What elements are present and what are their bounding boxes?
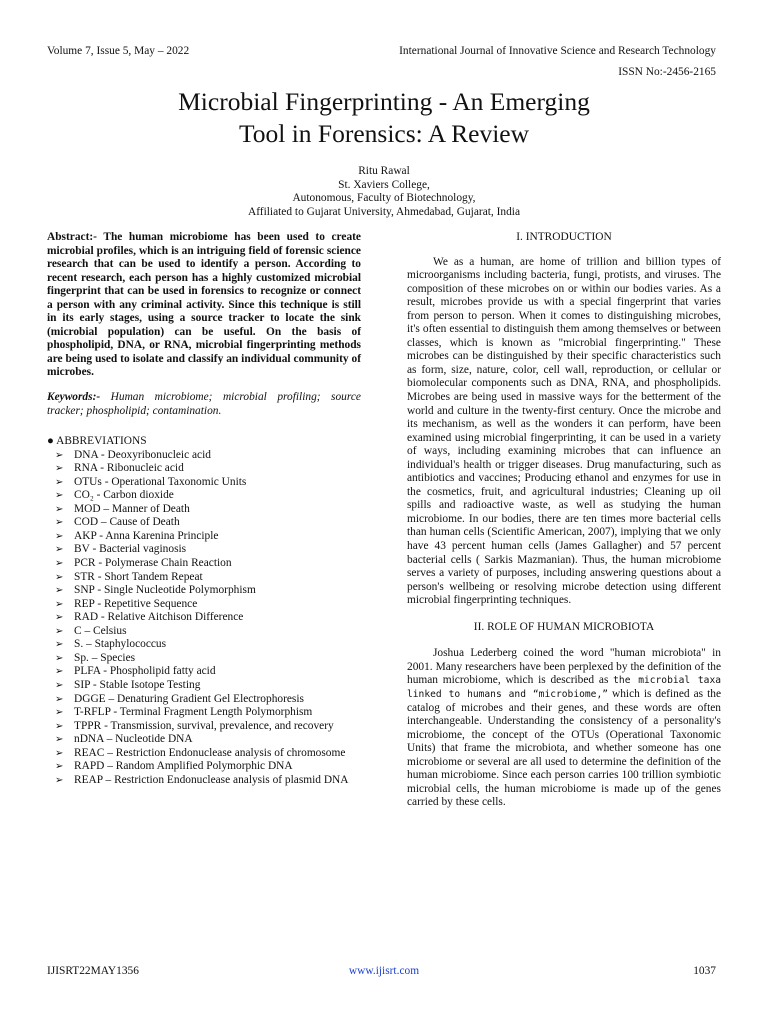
arrow-bullet-icon: ➢ — [55, 558, 64, 570]
abstract: Abstract:- The human microbiome has been used to create microbial profiles, which is an intriguing field of forensic science research that can be used to identify a person. According to recent research, each person has a highly customized microbial fingerprint that can be used in forensics to recognize or connect a person with any criminal activity. Since this technique is still in its early stages, using a source tracker to locate the sink (microbial population) can be useful. On the basis of phospholipid, DNA, or RNA, microbial fingerprinting methods are being used to isolate and classify an individual community of microbes. — [47, 231, 361, 379]
introduction-paragraph: We as a human, are home of trillion and billion types of microorganisms including bacteria, fungi, protists, and viruses. The composition of these microbes on or within our bodies varies. As a result, microbes provide us with a special fingerprint that varies from person to person. When it comes to distinguishing microbes, it's often essential to distinguish them among themselves or between classes, which is known as "microbial fingerprinting." These microbes can be distinguished by their specific characteristics such as form, size, nature, color, cell wall, reproduction, or cellular or biomolecular components such as DNA, RNA, and phospholipids. Microbes are being used in massive ways for the betterment of the world and culture in the twenty-first century. Once the microbe and its mechanism, as well as the wonders it can perform, have been examined using microbial fingerprinting, it can be used in a variety of ways, including examining microbes that can influence an individual's health or trigger diseases. Drug manufacturing, such as antibiotics and vaccines; Producing ethanol and enzymes for use in the cosmetics, fruit, and agricultural industries; Cleaning up oil spills and radioactive waste, as well as studying the human microbiome. In our bodies, there are ten times more bacterial cells than human cells (Scientific American, 2007), implying that we only have 43 percent human cells (James Gallagher) and 57 percent bacterial cells ( Sarkis Mazmanian). Thus, the human microbiome serves a variety of purposes, including answering questions about a person's wellbeing or resolving microbe detection using different microbial fingerprinting techniques. — [407, 255, 721, 607]
arrow-bullet-icon: ➢ — [55, 666, 64, 678]
right-column — [407, 231, 721, 810]
abbreviation-item — [47, 652, 361, 666]
title-line-1: Microbial Fingerprinting - An Emerging — [178, 87, 590, 116]
abbreviation-text: T-RFLP - Terminal Fragment Length Polymorphism — [74, 706, 313, 719]
left-column — [47, 231, 361, 787]
section-heading-introduction: I. INTRODUCTION — [516, 231, 612, 243]
abbreviation-item — [47, 530, 361, 544]
arrow-bullet-icon: ➢ — [55, 652, 64, 664]
author-affiliation: Affiliated to Gujarat University, Ahmedabad, Gujarat, India — [247, 205, 521, 218]
abbreviation-item — [47, 774, 361, 788]
arrow-bullet-icon: ➢ — [55, 693, 64, 705]
abbreviation-text: RAD - Relative Aitchison Difference — [74, 611, 244, 624]
footer-paper-id: IJISRT22MAY1356 — [47, 965, 139, 977]
arrow-bullet-icon: ➢ — [55, 503, 64, 515]
arrow-bullet-icon: ➢ — [55, 449, 64, 461]
abbreviation-item — [47, 665, 361, 679]
abbreviation-text: BV - Bacterial vaginosis — [74, 543, 187, 556]
abbreviation-item — [47, 476, 361, 490]
header-volume: Volume 7, Issue 5, May – 2022 — [47, 45, 190, 57]
abbreviation-text: CO₂ - Carbon dioxide — [74, 489, 174, 502]
arrow-bullet-icon: ➢ — [55, 598, 64, 610]
abbreviation-item — [47, 584, 361, 598]
arrow-bullet-icon: ➢ — [55, 679, 64, 691]
title-line-2: Tool in Forensics: A Review — [238, 119, 530, 148]
abbreviation-text: nDNA – Nucleotide DNA — [74, 733, 193, 746]
abbreviation-text: OTUs - Operational Taxonomic Units — [74, 475, 247, 488]
abbreviation-text: S. – Staphylococcus — [74, 638, 167, 651]
abbreviation-text: RNA - Ribonucleic acid — [74, 462, 184, 475]
arrow-bullet-icon: ➢ — [55, 761, 64, 773]
abbreviation-text: REAC – Restriction Endonuclease analysis of chromosome — [74, 746, 346, 759]
abbreviation-item — [47, 462, 361, 476]
arrow-bullet-icon: ➢ — [55, 639, 64, 651]
arrow-bullet-icon: ➢ — [55, 612, 64, 624]
abbreviation-text: REP - Repetitive Sequence — [74, 597, 198, 610]
author-name: Ritu Rawal — [358, 165, 410, 177]
abbreviation-text: PCR - Polymerase Chain Reaction — [74, 557, 232, 570]
keywords-text: Human microbiome; microbial profiling; source tracker; phospholipid; contamination. — [47, 391, 361, 417]
author-faculty: Autonomous, Faculty of Biotechnology, — [292, 192, 476, 205]
abbreviation-item — [47, 543, 361, 557]
author-block — [0, 165, 768, 219]
arrow-bullet-icon: ➢ — [55, 490, 64, 502]
header-issn: ISSN No:-2456-2165 — [618, 66, 716, 78]
abbreviation-item — [47, 489, 361, 503]
arrow-bullet-icon: ➢ — [55, 734, 64, 746]
abbreviation-text: TPPR - Transmission, survival, prevalence, and recovery — [74, 719, 334, 732]
abbreviation-text: MOD – Manner of Death — [74, 502, 190, 515]
abbreviation-text: PLFA - Phospholipid fatty acid — [74, 665, 216, 678]
abbreviation-text: C – Celsius — [74, 624, 127, 637]
abbreviation-item — [47, 598, 361, 612]
arrow-bullet-icon: ➢ — [55, 747, 64, 759]
abbreviation-text: RAPD – Random Amplified Polymorphic DNA — [74, 760, 293, 773]
abbreviations-heading: ● ABBREVIATIONS — [47, 435, 147, 448]
abbreviation-text: DNA - Deoxyribonucleic acid — [74, 448, 211, 461]
arrow-bullet-icon: ➢ — [55, 463, 64, 475]
arrow-bullet-icon: ➢ — [55, 585, 64, 597]
abbreviation-text: DGGE – Denaturing Gradient Gel Electrophoresis — [74, 692, 304, 705]
abbreviation-item — [47, 625, 361, 639]
abbreviation-item — [47, 747, 361, 761]
footer-page-number: 1037 — [693, 965, 716, 977]
arrow-bullet-icon: ➢ — [55, 774, 64, 786]
abbreviation-text: SIP - Stable Isotope Testing — [74, 678, 201, 691]
abbreviation-text: STR - Short Tandem Repeat — [74, 570, 203, 583]
abbreviation-item — [47, 693, 361, 707]
abbreviation-item — [47, 503, 361, 517]
arrow-bullet-icon: ➢ — [55, 530, 64, 542]
section-heading-role-of-microbiota: II. ROLE OF HUMAN MICROBIOTA — [473, 620, 655, 633]
arrow-bullet-icon: ➢ — [55, 517, 64, 529]
microbiota-text-part1: Joshua Lederberg coined the word "human microbiota" in 2001. Many researchers have been perplexed by the definition of the human microbiome, which is described as — [407, 647, 721, 687]
arrow-bullet-icon: ➢ — [55, 720, 64, 732]
abbreviation-text: Sp. – Species — [74, 651, 136, 664]
footer-website-link[interactable]: www.ijisrt.com — [348, 965, 420, 977]
abbreviation-item — [47, 516, 361, 530]
arrow-bullet-icon: ➢ — [55, 625, 64, 637]
microbiota-mono-quote: the microbial taxa linked to humans and “microbiome,” — [407, 675, 721, 700]
abbreviation-item — [47, 733, 361, 747]
microbiota-text-part2: which is defined as the catalog of microbes and their genes, and these words are often interchangeable. Understanding the consistency of a personality's microbiome, the concept of the OTUs (Operational Taxonomic Units) that frame the microbiota, and whether someone has one microbiome or several are all used to determine the definition of the human microbiome. Since each person carries 100 trillion symbiotic microbial cells, the human microbiome is made up of the genes carried by these cells. — [407, 687, 721, 809]
abbreviation-text: REAP – Restriction Endonuclease analysis of plasmid DNA — [74, 773, 349, 786]
abbreviation-text: COD – Cause of Death — [74, 516, 180, 529]
author-college: St. Xaviers College, — [338, 178, 430, 191]
keywords-label: Keywords:- — [47, 391, 101, 404]
arrow-bullet-icon: ➢ — [55, 544, 64, 556]
abbreviation-item — [47, 611, 361, 625]
abbreviation-text: AKP - Anna Karenina Principle — [74, 529, 219, 542]
abbreviations-list — [47, 449, 361, 788]
abbreviation-item — [47, 557, 361, 571]
abbreviation-item — [47, 449, 361, 463]
abbreviation-item — [47, 571, 361, 585]
abbreviation-item — [47, 720, 361, 734]
arrow-bullet-icon: ➢ — [55, 476, 64, 488]
abbreviation-text: SNP - Single Nucleotide Polymorphism — [74, 584, 256, 597]
abbreviation-item — [47, 706, 361, 720]
microbiota-paragraph — [407, 647, 721, 810]
arrow-bullet-icon: ➢ — [55, 571, 64, 583]
abbreviation-item — [47, 679, 361, 693]
keywords — [47, 391, 361, 418]
abbreviation-item — [47, 638, 361, 652]
arrow-bullet-icon: ➢ — [55, 707, 64, 719]
header-journal: International Journal of Innovative Science and Research Technology — [399, 45, 716, 57]
abbreviation-item — [47, 760, 361, 774]
paper-title — [0, 86, 768, 150]
